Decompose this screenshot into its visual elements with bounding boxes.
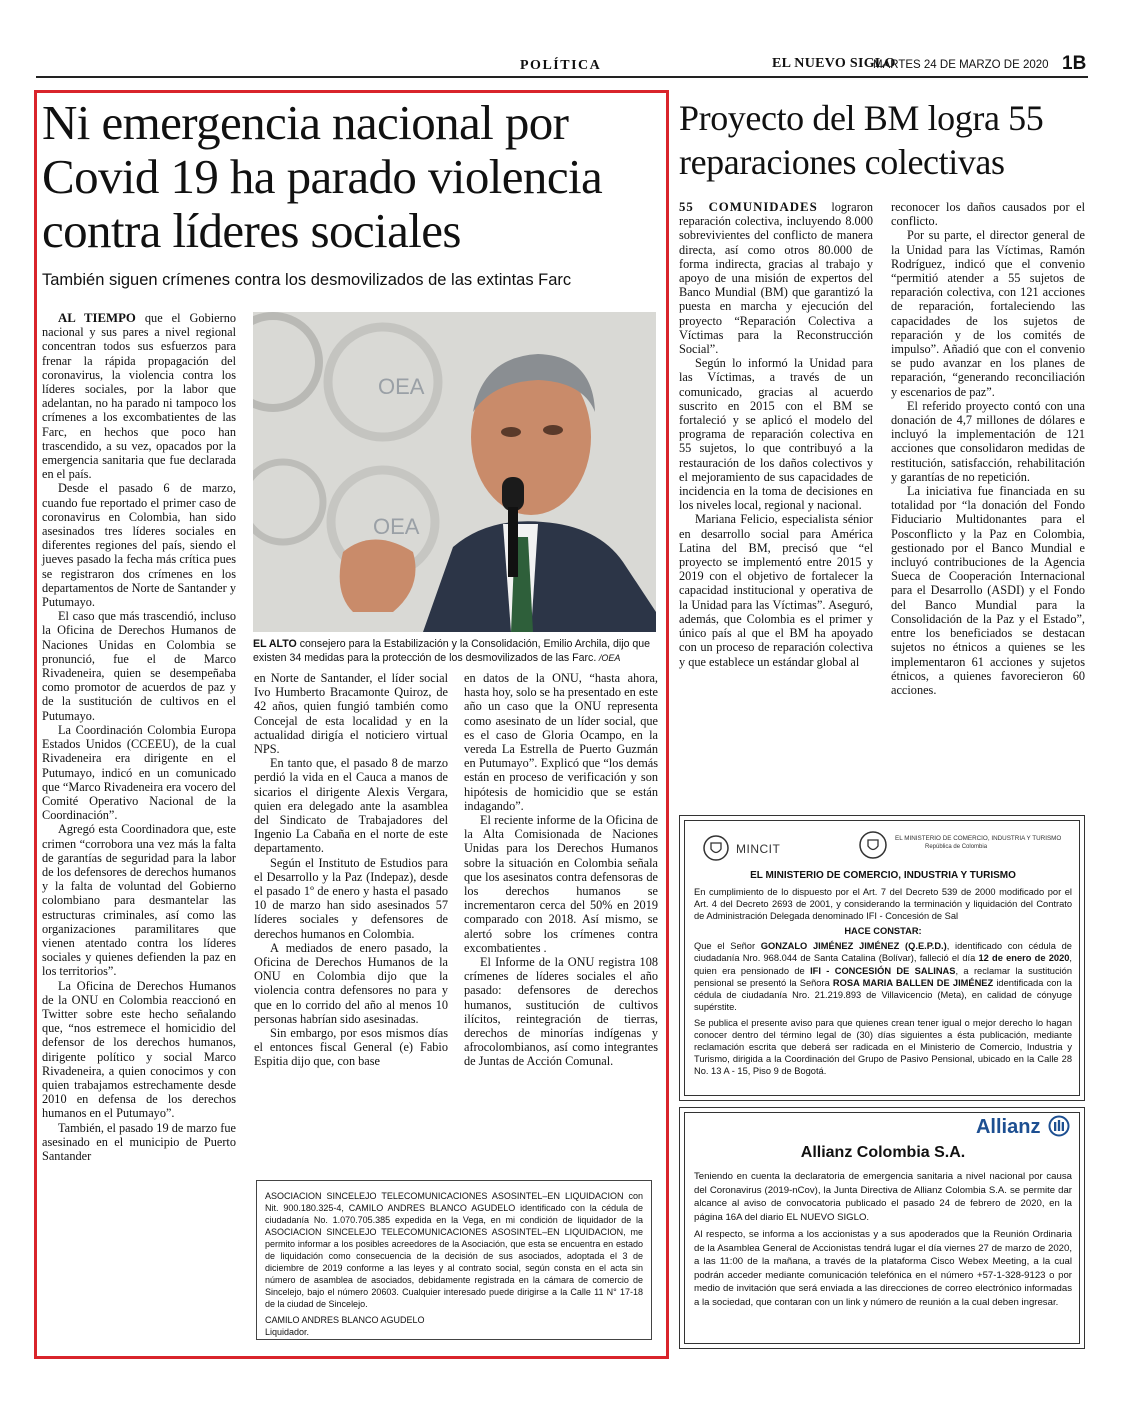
paragraph: También, el pasado 19 de marzo fue asesinado en el municipio de Puerto Santander xyxy=(42,1120,236,1163)
text-run: ROSA MARIA BALLEN DE JIMÉNEZ xyxy=(832,977,994,988)
allianz-body xyxy=(694,1170,1072,1309)
side-column-1 xyxy=(679,200,873,669)
caption-lead: EL ALTO xyxy=(253,638,297,650)
mincit-body xyxy=(694,886,1072,1077)
paragraph: Desde el pasado 6 de marzo, cuando fue reportado el primer caso de coronavirus en Colombia, han sido asesinados tres líderes sociales en diferentes regiones del país, siendo el jueves pasado la fecha más crítica pues se registraron dos crímenes en los departamentos de Norte de Santander y Putumayo. xyxy=(42,481,236,610)
page-number: 1B xyxy=(1062,53,1087,74)
text-run: 12 de enero de 2020 xyxy=(978,953,1070,964)
paragraph: Sin embargo, por esos mismos días el entonces fiscal General (e) Fabio Espitia dijo que, con base xyxy=(254,1026,448,1069)
mincit-logo-text: MINCIT xyxy=(736,842,781,856)
paragraph: En tanto que, el pasado 8 de marzo perdió la vida en el Cauca a manos de sicarios el dirigente Alexis Vergara, quien era delegado ante la asamblea del Sindicato de Trabajadores del Ingenio La Cabaña en el norte de este departamento. xyxy=(254,756,448,856)
main-column-1 xyxy=(42,311,236,1163)
paragraph: La Oficina de Derechos Humanos de la ONU en Colombia reaccionó en Twitter sobre este hecho señalando que, “nos estremece el homicidio del defensor de los derechos humanos, dirigente político y social Marco Rivadeneira, a quien conocimos y con quien trabajamos estrechamente desde 2010 en defensa de los derechos humanos en el Putumayo”. xyxy=(42,978,236,1121)
notice-body: ASOCIACION SINCELEJO TELECOMUNICACIONES ASOSINTEL–EN LIQUIDACION con Nit. 900.180.325-4, CAMILO ANDRES BLANCO AGUDELO identificado con la cédula de ciudadanía No. 1.070.705.385 expedida en la Vega, en mi condición de liquidador de la ASOCIACION SINCELEJO TELECOMUNICACIONES ASOSINTEL–EN LIQUIDACION, me permito informar a los posibles acreedores de la Asociación, que esta se encuentra en estado de liquidación como consecuencia de la decisión de sus asociados, adoptada el 3 de diciembre de 2019 conforme a las leyes y al contrato social, según consta en el acta sin número de asamblea de asociados, debidamente registrada en la cámara de comercio de Sincelejo, bajo el número 20603. Cualquier interesado puede dirigirse a la Calle 11 N° 17-18 de la ciudad de Sincelejo. xyxy=(265,1191,643,1309)
side-column-2 xyxy=(891,200,1085,697)
allianz-eagle-icon xyxy=(1048,1115,1070,1137)
headline-line: Proyecto del BM logra 55 xyxy=(679,98,1044,138)
allianz-paragraph-2: Al respecto, se informa a los accionistas y a sus apoderados que la Reunión Ordinaria de la Asamblea General de Accionistas tendrá lugar el día viernes 27 de marzo de 2020, a las 11:00 de la mañana, a través de la plataforma Cisco Webex Meeting, a la cual podrán acceder mediante comunicación telefónica en el número +57-1-328-9123 o por medio de invitación que será enviada a las direcciones de correo electrónico informadas a la sociedad, que contaran con un link y número de reunión a la cual deben ingresar. xyxy=(694,1229,1072,1308)
mincit-paragraph-1 xyxy=(694,940,1072,1013)
seal-icon xyxy=(858,830,888,860)
lead-in: AL TIEMPO xyxy=(58,311,136,325)
allianz-notice xyxy=(679,1107,1085,1349)
seal-subtext: República de Colombia xyxy=(925,844,988,850)
photo-credit: /OEA xyxy=(596,653,621,663)
text-run: , identificado con cédula de ciudadanía Nro. 968.044 de Santa Catalina (Bolívar), falleció el día xyxy=(694,941,1072,964)
caption-text: consejero para la Estabilización y la Consolidación, Emilio Archila, dijo que existen 34 medidas para la protección de los desmovilizados de las Farc. xyxy=(253,638,651,664)
mincit-hace: HACE CONSTAR: xyxy=(844,926,922,937)
paragraph: El Informe de la ONU registra 108 crímenes de líderes sociales el año pasado: defensores de derechos humanos, sustitución de cultivos ilícitos, reintegración de tierras, derechos de minorías indígenas y afrocolombianos, así como integrantes de Juntas de Acción Comunal. xyxy=(464,955,658,1069)
text-run: , a reclamar la sustitución pensional se presentó la Señora xyxy=(694,965,1073,988)
paragraph: El reciente informe de la Oficina de la Alta Comisionada de Naciones Unidas para los Derechos Humanos sobre la situación en Colombia señala que los asesinatos contra defensoras de los derechos humanos se incrementaron cerca del 50% en 2019 comparado con 2018. Así mismo, se alertó sobre los crímenes contra excombatientes . xyxy=(464,813,658,955)
mincit-seal xyxy=(858,830,888,865)
seal-text: EL MINISTERIO DE COMERCIO, INDUSTRIA Y TURISMO xyxy=(895,835,1062,842)
text-run: identificada con la cédula de ciudadanía Nro. 21.219.893 de Villavicencio (Meta), en calidad de cónyuge supérstite. xyxy=(694,977,1072,1012)
headline-line: contra líderes sociales xyxy=(42,203,461,258)
mincit-paragraph-2: Se publica el presente aviso para que quienes crean tener igual o mejor derecho lo hagan conocer dentro del término legal de (30) días siguientes a ésta publicación, mediante reclamación escrita que deberá ser radicada en el Ministerio de Comercio, Industria y Turismo, dirigida a la Coordinación del Grupo de Pasivo Pensional, ubicado en la Calle 28 No. 13 A - 15, Piso 9 de Bogotá. xyxy=(694,1017,1072,1077)
photo-logo-text: OEA xyxy=(378,374,425,399)
paragraph: La Coordinación Colombia Europa Estados Unidos (CCEEU), de la cual Rivadeneira era dirigente en el Putumayo, indicó en un comunicado que “Marco Rivadeneira era vocero del Comité Operativo Nacional de la Coordinación”. xyxy=(42,722,236,823)
allianz-logo xyxy=(976,1115,1070,1139)
notice-signer: CAMILO ANDRES BLANCO AGUDELO xyxy=(265,1315,425,1325)
allianz-logo-text: Allianz xyxy=(975,1116,1041,1138)
paragraph: lograron reparación colectiva, incluyendo 8.000 sobrevivientes del conflicto de manera directa, así como otros 80.000 de forma indirecta, gracias al trabajo y apoyo de una misión de expertos del Banco Mundial (BM) que garantizó la puesta en marcha y ejecución del proyecto “Reparación Colectiva a Víctimas para la Reconstrucción Social”. xyxy=(679,200,873,357)
text-run: , quien era pensionado de xyxy=(694,953,1072,976)
paragraph: El referido proyecto contó con una donación de 4,7 millones de dólares e incluyó la implementación de 121 acciones que consolidaron medidas de restitución, satisfacción, rehabilitación y garantías de no repetición. xyxy=(891,398,1085,484)
paragraph: en Norte de Santander, el líder social Ivo Humberto Bracamonte Quiroz, de 42 años, quien fungió también como Concejal de esta localidad y en la actualidad dirigía el noticiero virtual NPS. xyxy=(254,671,448,757)
paragraph: Según lo informó la Unidad para las Víctimas, a través de un comunicado, gracias al acuerdo suscrito en 2015 con el BM se fortaleció y se aplicó el modelo del programa de reparación colectiva en 55 sujetos, lo que contribuyó a la restauración de los daños colectivos y el mejoramiento de sus capacidades de incidencia en la toma de decisiones en los niveles local, regional y nacional. xyxy=(679,356,873,513)
asosintel-notice xyxy=(256,1180,652,1340)
headline-line: reparaciones colectivas xyxy=(679,142,1005,182)
allianz-paragraph-1: Teniendo en cuenta la declaratoria de emergencia sanitaria a nivel nacional por causa del Coronavirus (2019-nCov), la Junta Directiva de Allianz Colombia S.A. se permite dar alcance al aviso de convocatoria publicado el pasado 24 de febrero de 2020, en la página 16A del diario EL NUEVO SIGLO. xyxy=(694,1171,1072,1223)
paragraph: que el Gobierno nacional y sus pares a nivel regional concentran todos sus esfuerzos para frenar la rápida propagación del coronavirus, la violencia contra los líderes sociales, por la labor que adelantan, no ha parado ni tampoco los crímenes a los excombatientes de las Farc, en hechos que poco han trascendido, a su vez, opacados por la emergencia sanitaria que fue declarada en el país. xyxy=(42,311,236,482)
mincit-title: EL MINISTERIO DE COMERCIO, INDUSTRIA Y TURISMO xyxy=(750,870,1016,881)
main-column-2 xyxy=(254,671,448,1069)
paper-name: EL NUEVO SIGLO xyxy=(772,56,896,71)
section-label: POLÍTICA xyxy=(520,58,602,73)
notice-role: Liquidador. xyxy=(265,1327,310,1337)
side-headline xyxy=(679,96,1089,184)
headline-line: Ni emergencia nacional por xyxy=(42,95,569,150)
mincit-notice xyxy=(679,815,1085,1101)
text-run: IFI - CONCESIÓN DE SALINAS xyxy=(810,965,956,976)
main-headline xyxy=(42,96,662,258)
header-rule xyxy=(36,76,1088,78)
paragraph: El caso que más trascendió, incluso la Oficina de Derechos Humanos de Naciones Unidas en Colombia se pronunció, fue el de Marco Rivadeneira, quien se desempeñaba como promotor de acuerdos de paz y de la sustitución de cultivos en el Putumayo. xyxy=(42,609,236,723)
photo-caption xyxy=(253,637,658,665)
allianz-title: Allianz Colombia S.A. xyxy=(800,1144,966,1161)
mincit-logo xyxy=(702,834,781,867)
paragraph: A mediados de enero pasado, la Oficina de Derechos Humanos de la ONU en Colombia dijo que la violencia contra defensores no para y que en lo corrido del año al menos 10 personas habrían sido asesinadas. xyxy=(254,940,448,1026)
paragraph: Mariana Felicio, especialista sénior en desarrollo social para América Latina del BM, precisó que “el proyecto se implementó entre 2015 y 2019 con el objetivo de fortalecer la capacidad institucional y operativa de la Unidad para las Víctimas”. Aseguró, además, que Colombia es el primer y único país al que el BM ha apoyado con un proceso de reparación colectiva y que establece un estándar global al xyxy=(679,512,873,669)
article-photo xyxy=(253,312,656,632)
photo-logo-text: OEA xyxy=(373,514,420,539)
headline-line: Covid 19 ha parado violencia xyxy=(42,149,603,204)
paragraph: La iniciativa fue financiada en su totalidad por “la donación del Fondo Fiduciario Multidonantes para el Posconflicto y la Paz en Colombia, gestionado por el Banco Mundial e incluyó contribuciones de la Agencia Sueca de Cooperación Internacional para el Desarrollo (ASDI) y el Fondo del Banco Mundial para la Consolidación de la Paz y el Estado”, entre los beneficiados se destacan sujetos no étnicos a quienes se les implementaron 61 acciones y sujetos étnicos, a quienes favorecieron 60 acciones. xyxy=(891,484,1085,697)
text-run: Que el Señor xyxy=(694,941,761,952)
main-subheadline: También siguen crímenes contra los desmovilizados de las extintas Farc xyxy=(42,271,572,289)
coat-of-arms-icon xyxy=(702,834,730,862)
text-run: GONZALO JIMÉNEZ JIMÉNEZ (Q.E.P.D.) xyxy=(760,941,947,952)
paragraph: reconocer los daños causados por el conflicto. xyxy=(891,200,1085,229)
paragraph: Según el Instituto de Estudios para el Desarrollo y la Paz (Indepaz), desde el pasado 1º de enero y hasta el pasado 10 de marzo han sido asesinados 57 líderes sociales y defensores de derechos humanos en Colombia. xyxy=(254,855,448,941)
photo-illustration xyxy=(253,312,656,632)
paragraph: en datos de la ONU, “hasta ahora, hasta hoy, solo se ha presentado en este año un caso que la ONU representa como asesinato de un líder social, que es el caso de Gloria Ocampo, en la vereda La Estrella de Puerto Guzmán en Putumayo”. Explicó que “los demás están en proceso de verificación y son hipótesis de homicidio que se están indagando”. xyxy=(464,671,658,813)
mincit-intro: En cumplimiento de lo dispuesto por el Art. 7 del Decreto 539 de 2000 modificado por el Art. 4 del Decreto 2693 de 2001, y considerando la terminación y liquidación del Contrato de Administración Delegada denominado IFI - Concesión de Sal xyxy=(694,887,1072,922)
paragraph: Por su parte, el director general de la Unidad para las Víctimas, Ramón Rodríguez, indicó que el convenio “permitió atender a 55 sujetos de reparación colectiva, con 121 acciones de reparación, fortaleciendo las capacidades de los sujetos de reparación y de los comités de impulso”. Añadió que con el convenio se pudo avanzar en los planes de reparación, “generando reconciliación y escenarios de paz”. xyxy=(891,228,1085,399)
issue-date: MARTES 24 DE MARZO DE 2020 xyxy=(873,59,1049,71)
lead-in: 55 COMUNIDADES xyxy=(679,200,818,214)
main-column-3 xyxy=(464,671,658,1069)
paragraph: Agregó esta Coordinadora que, este crimen “corrobora una vez más la falta de garantías de seguridad para la labor de los defensores de derechos humanos y la falta de voluntad del Gobierno colombiano para desmantelar las estructuras criminales, así como las organizaciones paramilitares que vienen atentado contra los líderes sociales y quienes defienden la paz en los territorios”. xyxy=(42,822,236,979)
